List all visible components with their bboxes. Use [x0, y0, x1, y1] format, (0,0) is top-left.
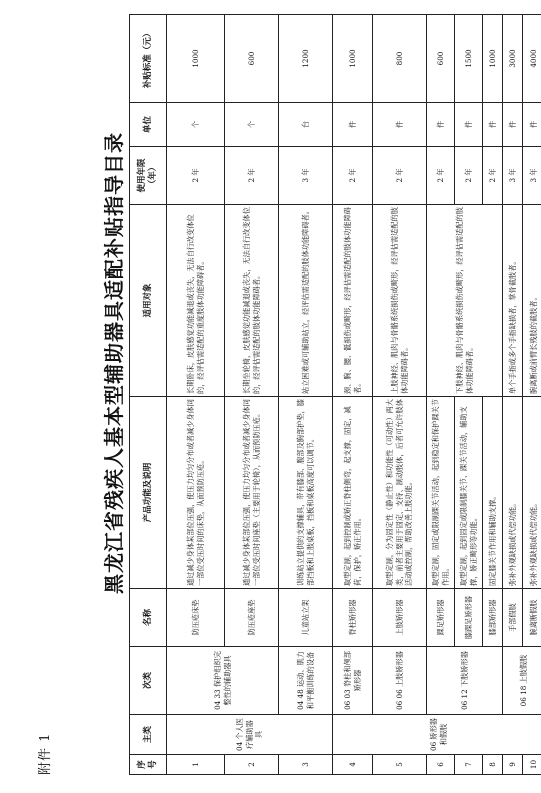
cell-years: 2 年	[225, 147, 279, 205]
header-function: 产品功能及说明	[130, 397, 167, 589]
cell-unit: 件	[523, 103, 541, 147]
cell-years: 2 年	[333, 147, 373, 205]
cell-unit: 个	[225, 103, 279, 147]
header-seq: 序号	[130, 755, 167, 775]
cell-standard: 1200	[279, 15, 333, 103]
cell-standard: 4000	[523, 15, 541, 103]
cell-standard: 1000	[167, 15, 225, 103]
cell-sub-class: 06 06 上肢矫形器	[373, 647, 427, 715]
cell-main-class: 06 矫形器和假肢	[333, 715, 541, 755]
cell-sub-class: 06 03 脊柱和颅部矫形器	[333, 647, 373, 715]
cell-seq: 1	[167, 755, 225, 775]
cell-target: 颈、胸、腰、骶损伤或畸形，经评估需适配的肢体功能障碍者。	[333, 205, 373, 397]
cell-unit: 件	[503, 103, 523, 147]
cell-seq: 7	[455, 755, 483, 775]
cell-name: 腕离断假肢	[523, 589, 541, 647]
table-row	[503, 15, 523, 775]
page-title: 黑龙江省残疾人基本型辅助器具适配补贴指导目录	[102, 132, 126, 594]
cell-seq: 4	[333, 755, 373, 775]
cell-function: 取型定制，分为固定性（静止性）和功能性（可动性）两大类，前者主要用于固定、支持、制动肢体，后者可允许肢体活动或控制，帮助改善上肢功能。	[373, 397, 427, 589]
cell-years: 2 年	[483, 147, 503, 205]
cell-name: 上肢矫形器	[373, 589, 427, 647]
cell-years: 3 年	[503, 147, 523, 205]
cell-function: 通过减少身体某部位压强，使压力均匀分布或者减少身体同一部位受压时间的床垫，从而预防压疮。	[167, 397, 225, 589]
cell-name: 手部假肢	[503, 589, 523, 647]
cell-seq: 2	[225, 755, 279, 775]
cell-function: 训练站立提供的支撑辅具，带有膝部、腹部及胸部护垫，膝部挡板和上肢桌板，挡板和桌板高度可以调节。	[279, 397, 333, 589]
cell-target: 单个手指或多个手指缺损者，掌骨截肢者。	[503, 205, 523, 397]
cell-target: 站立困难或可辅助站立，经评估需适配的肢体功能障碍者。	[279, 205, 333, 397]
cell-unit: 件	[373, 103, 427, 147]
header-main-class: 主类	[130, 715, 167, 755]
header-years: 使用年限（年）	[130, 147, 167, 205]
cell-function: 取型定制，固定或限制踝关节活动，起到稳定和保护踝关节作用。	[427, 397, 455, 589]
table-row	[333, 15, 373, 775]
cell-years: 2 年	[455, 147, 483, 205]
cell-name: 膝部矫形器	[483, 589, 503, 647]
cell-unit: 台	[279, 103, 333, 147]
header-standard: 补贴标准（元）	[130, 15, 167, 103]
table-row	[279, 15, 333, 775]
cell-target: 上肢神经、肌肉与骨骼系统损伤或畸形，经评估需适配的肢体功能障碍者。	[373, 205, 427, 397]
cell-seq: 8	[483, 755, 503, 775]
cell-unit: 个	[167, 103, 225, 147]
cell-name: 踝足矫形器	[427, 589, 455, 647]
cell-unit: 件	[427, 103, 455, 147]
header-name: 名称	[130, 589, 167, 647]
cell-seq: 9	[503, 755, 523, 775]
cell-standard: 1000	[483, 15, 503, 103]
cell-sub-class: 06 18 上肢假肢	[503, 647, 541, 715]
cell-years: 3 年	[279, 147, 333, 205]
cell-unit: 件	[333, 103, 373, 147]
cell-seq: 3	[279, 755, 333, 775]
cell-seq: 6	[427, 755, 455, 775]
cell-function: 弥补外观缺损或代偿功能。	[503, 397, 523, 589]
cell-standard: 600	[225, 15, 279, 103]
cell-target: 下肢神经、肌肉与骨骼系统损伤或畸形，经评估需适配的肢体功能障碍者。	[427, 205, 503, 397]
cell-sub-class: 04 33 保护组织完整性的辅助器具	[167, 647, 279, 715]
cell-main-class: 04 个人医疗辅助器具	[167, 715, 333, 755]
table-row	[373, 15, 427, 775]
cell-function: 取型定制，起到固定或限制膝关节、踝关节活动，辅助支撑，矫正畸形等功能。	[455, 397, 483, 589]
header-target: 适用对象	[130, 205, 167, 397]
cell-standard: 800	[373, 15, 427, 103]
cell-years: 2 年	[167, 147, 225, 205]
table-row	[427, 15, 455, 775]
cell-function: 弥补外观缺损或代偿功能。	[523, 397, 541, 589]
cell-standard: 1000	[333, 15, 373, 103]
cell-target: 腕离断或前臂长残肢的截肢者。	[523, 205, 541, 397]
cell-target: 长期卧床，皮肤感觉功能减退或丧失，无法自行改变体位的，经评估需适配的重度肢体功能障碍者。	[167, 205, 225, 397]
cell-unit: 件	[483, 103, 503, 147]
table-row	[167, 15, 225, 775]
header-row	[130, 15, 167, 775]
attachment-label: 附件 1	[38, 732, 53, 775]
cell-function: 取型定制，起到控制或矫正脊柱侧弯，起支撑，固定，减荷，保护，矫正作用。	[333, 397, 373, 589]
cell-name: 儿童站立架	[279, 589, 333, 647]
cell-name: 膝踝足矫形器	[455, 589, 483, 647]
cell-unit: 件	[455, 103, 483, 147]
cell-years: 2 年	[427, 147, 455, 205]
cell-target: 长期坐轮椅，皮肤感觉功能减退或丧失，无法自行改变体位的，经评估需适配的肢体功能障碍者。	[225, 205, 279, 397]
cell-name: 防压疮床垫	[167, 589, 225, 647]
subsidy-catalog-table	[129, 14, 541, 775]
cell-sub-class: 06 12 下肢矫形器	[427, 647, 503, 715]
cell-seq: 10	[523, 755, 541, 775]
cell-years: 3 年	[523, 147, 541, 205]
cell-seq: 5	[373, 755, 427, 775]
cell-function: 通过减少身体某部位压强，使压力均匀分布或者减少身体同一部位受压时间座垫（主要用于轮椅），从而预防压疮。	[225, 397, 279, 589]
cell-name: 脊柱矫形器	[333, 589, 373, 647]
header-sub-class: 次类	[130, 647, 167, 715]
cell-standard: 3000	[503, 15, 523, 103]
header-unit: 单位	[130, 103, 167, 147]
cell-standard: 600	[427, 15, 455, 103]
cell-name: 防压疮座垫	[225, 589, 279, 647]
cell-standard: 1500	[455, 15, 483, 103]
cell-function: 固定膝关节作用和辅助支撑。	[483, 397, 503, 589]
cell-sub-class: 04 48 运动、肌力和平衡训练的设备	[279, 647, 333, 715]
cell-years: 2 年	[373, 147, 427, 205]
